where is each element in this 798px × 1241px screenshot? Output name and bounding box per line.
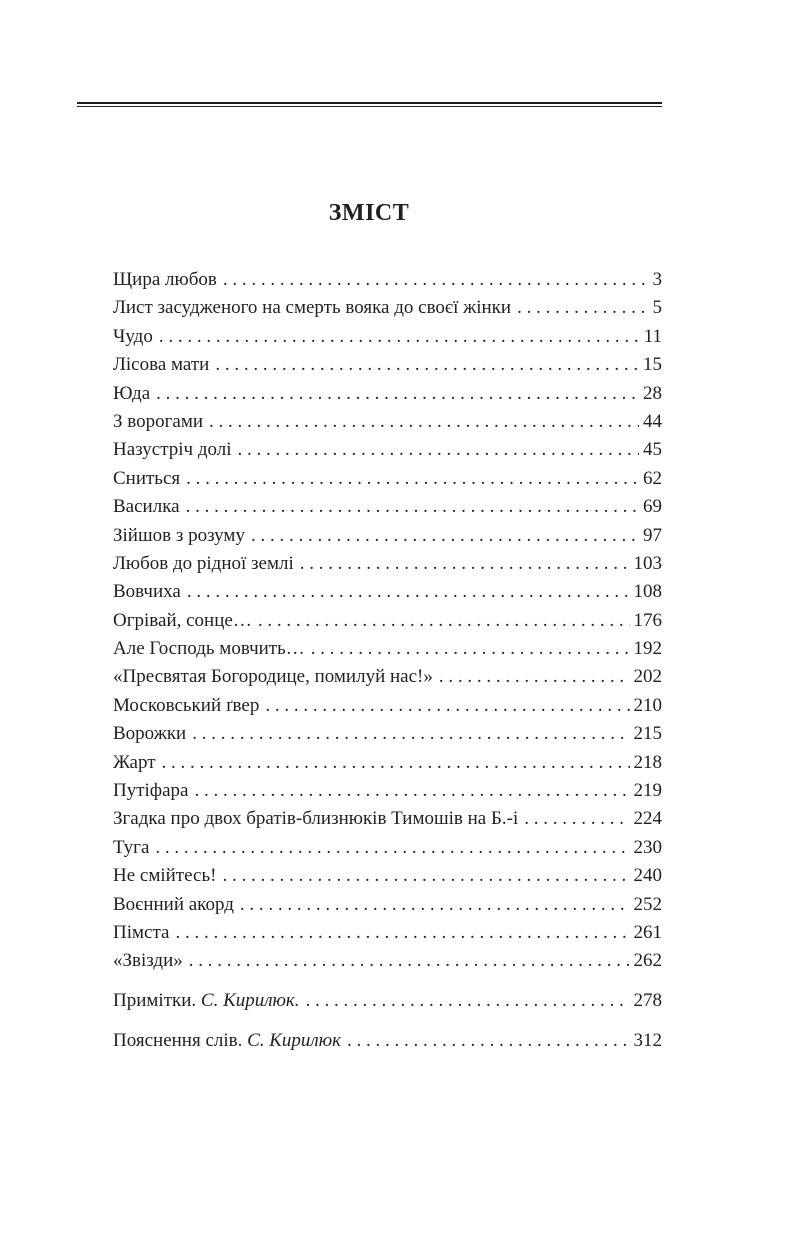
toc-entry-title: «Звізди»	[113, 950, 183, 972]
toc-entry	[113, 891, 662, 919]
toc-entry	[113, 862, 662, 890]
dot-leader	[234, 891, 630, 919]
toc-entry	[113, 380, 662, 408]
toc-entry-page: 252	[633, 893, 662, 915]
toc-entry-page: 262	[633, 950, 662, 972]
dot-leader	[156, 749, 630, 777]
dot-leader	[186, 720, 629, 748]
dot-leader	[180, 493, 639, 521]
toc-entry	[113, 692, 662, 720]
toc-entry-page: 230	[633, 836, 662, 858]
toc-entry-page: 192	[633, 638, 662, 660]
toc-entry-title: Туга	[113, 836, 150, 858]
dot-leader	[217, 266, 649, 294]
table-of-contents	[113, 266, 662, 1056]
toc-entry	[113, 607, 662, 635]
toc-entry-page: 278	[633, 989, 662, 1011]
dot-leader	[216, 862, 629, 890]
toc-entry-page: 215	[633, 723, 662, 745]
toc-entry	[113, 351, 662, 379]
header-rule-thin	[77, 106, 662, 107]
dot-leader	[294, 550, 630, 578]
toc-entry-page: 62	[643, 467, 662, 489]
toc-entry-title: Огрівай, сонце…	[113, 609, 252, 631]
toc-entry-page: 108	[633, 581, 662, 603]
toc-entry-title: Жарт	[113, 751, 156, 773]
dot-leader	[511, 294, 648, 322]
toc-entry-page: 261	[633, 921, 662, 943]
toc-entry	[113, 522, 662, 550]
toc-entry-page: 69	[643, 496, 662, 518]
toc-entry	[113, 635, 662, 663]
toc-entry	[113, 294, 662, 322]
toc-entry-page: 176	[633, 609, 662, 631]
toc-entry-title: Путіфара	[113, 780, 189, 802]
toc-entry-title: Воєнний акорд	[113, 893, 234, 915]
toc-entry	[113, 578, 662, 606]
toc-entry-title: Згадка про двох братів-близнюків Тимошів на Б.-і	[113, 808, 519, 830]
toc-entry	[113, 493, 662, 521]
toc-entry-title	[113, 1027, 341, 1055]
toc-entry	[113, 720, 662, 748]
toc-entry-page: 202	[633, 666, 662, 688]
dot-leader	[183, 947, 630, 975]
toc-entry-page: 45	[643, 439, 662, 461]
toc-entry-title: Не смійтесь!	[113, 865, 217, 887]
toc-entry-title	[113, 987, 300, 1015]
dot-leader	[245, 522, 639, 550]
toc-entry-label: Примітки.	[113, 989, 197, 1011]
toc-entry-title: Але Господь мовчить…	[113, 638, 305, 660]
toc-entry-page: 312	[633, 1030, 662, 1052]
header-rule	[77, 102, 662, 104]
toc-entry-title: Пімста	[113, 921, 170, 943]
toc-entry-page: 11	[643, 325, 662, 347]
toc-entry-title: Юда	[113, 382, 151, 404]
dot-leader	[341, 1027, 630, 1055]
dot-leader	[169, 919, 629, 947]
dot-leader	[232, 436, 640, 464]
toc-entry-page: 219	[633, 780, 662, 802]
toc-entry-label: Пояснення слів.	[113, 1030, 243, 1052]
dot-leader	[150, 380, 639, 408]
toc-entry-page: 5	[652, 297, 662, 319]
toc-entry-title: Любов до рідної землі	[113, 552, 294, 574]
page-title: ЗМІСТ	[328, 200, 410, 226]
toc-entry-page: 103	[633, 552, 662, 574]
toc-entry	[113, 266, 662, 294]
dot-leader	[203, 408, 639, 436]
toc-entry	[113, 919, 662, 947]
toc-entry	[113, 663, 662, 691]
toc-entry-page: 28	[643, 382, 662, 404]
toc-entry	[113, 805, 662, 833]
toc-entry-title: Щира любов	[113, 269, 217, 290]
dot-leader	[180, 465, 639, 493]
toc-entry-title: Назустріч долі	[113, 439, 232, 461]
toc-entry-glossary	[113, 1027, 662, 1055]
toc-entry-title: Московський ґвер	[113, 694, 260, 716]
toc-entry-page: 15	[643, 354, 662, 376]
toc-entry	[113, 408, 662, 436]
toc-entry-title: Зійшов з розуму	[113, 524, 245, 546]
toc-entry-page: 224	[633, 808, 662, 830]
toc-entry-title: Лісова мати	[113, 354, 210, 376]
toc-entry-title: Лист засудженого на смерть вояка до своєї жінки	[113, 297, 512, 319]
toc-entry-title: Ворожки	[113, 723, 187, 745]
dot-leader	[252, 607, 630, 635]
toc-entry-page: 218	[633, 751, 662, 773]
toc-entry-title: Сниться	[113, 467, 181, 489]
toc-entry-title: «Пресвятая Богородице, помилуй нас!»	[113, 666, 433, 688]
toc-entry-page: 97	[643, 524, 662, 546]
toc-entry	[113, 323, 662, 351]
dot-leader	[153, 323, 640, 351]
toc-entry-title: Чудо	[113, 325, 153, 347]
toc-entry-title: З ворогами	[113, 410, 204, 432]
toc-entry	[113, 436, 662, 464]
toc-entry-author: С. Кирилюк	[247, 1030, 341, 1052]
dot-leader	[149, 834, 629, 862]
toc-entry	[113, 777, 662, 805]
toc-entry-page: 210	[633, 694, 662, 716]
dot-leader	[209, 351, 639, 379]
toc-entry-page: 44	[643, 410, 662, 432]
dot-leader	[188, 777, 629, 805]
toc-entry-page: 240	[633, 865, 662, 887]
dot-leader	[181, 578, 630, 606]
dot-leader	[259, 692, 629, 720]
toc-entry-notes	[113, 987, 662, 1015]
toc-entry	[113, 834, 662, 862]
dot-leader	[305, 635, 630, 663]
toc-entry-author: С. Кирилюк.	[200, 989, 300, 1011]
toc-entry-title: Вовчиха	[113, 581, 181, 603]
toc-entry	[113, 749, 662, 777]
toc-entry	[113, 465, 662, 493]
dot-leader	[300, 987, 630, 1015]
toc-entry-title: Василка	[113, 496, 180, 518]
toc-entry-page: 3	[652, 269, 662, 290]
toc-entry	[113, 947, 662, 975]
toc-entry	[113, 550, 662, 578]
dot-leader	[433, 663, 630, 691]
dot-leader	[518, 805, 629, 833]
